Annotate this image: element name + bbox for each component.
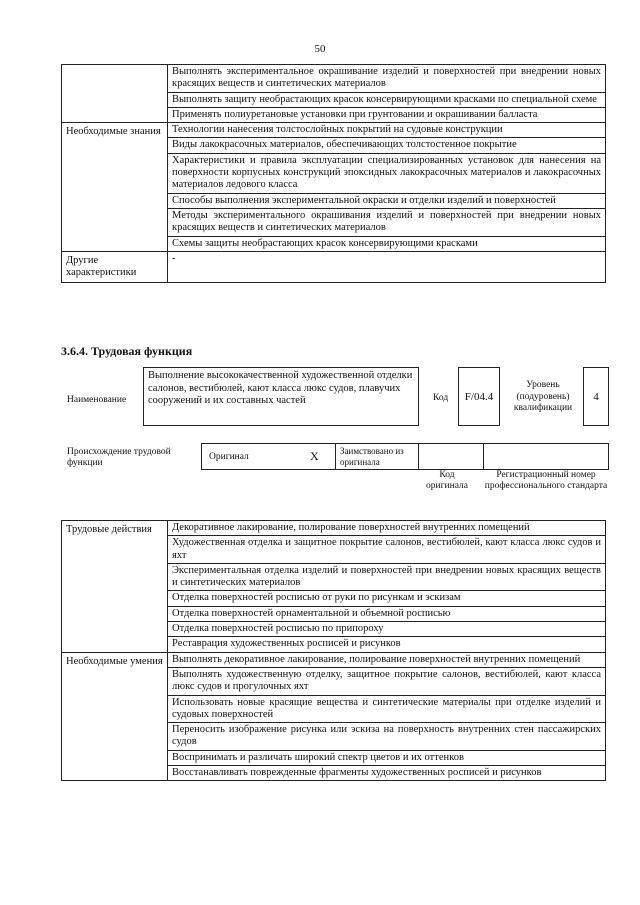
- other-characteristics-label: Другие характеристики: [62, 251, 168, 283]
- table-row: [62, 521, 606, 536]
- empty-label-cell: [62, 65, 168, 123]
- table-cell: Технологии нанесения толстослойных покрытий на судовые конструкции: [168, 123, 606, 138]
- name-value: Выполнение высококачественной художественной отделки салонов, вестибюлей, кают класса люкс судов, плавучих сооружений и их составных частей: [143, 367, 419, 426]
- table-cell: Выполнять декоративное лакирование, полирование поверхностей внутренних помещений: [168, 652, 606, 667]
- code-original-caption: Код оригинала: [426, 470, 468, 491]
- original-mark: X: [310, 449, 319, 463]
- table-cell: Характеристики и правила эксплуатации специализированных установок для нанесения на поверхности корпусных конструкций эпоксидных лакокрасочных материалов и лакокрасочных материалов ледового класса: [168, 153, 606, 193]
- table-row: [62, 652, 606, 667]
- knowledge-table: [61, 64, 606, 283]
- table-cell: Способы выполнения экспериментальной окраски и отделки изделий и поверхностей: [168, 193, 606, 208]
- table-cell: Отделка поверхностей росписью от руки по рисункам и эскизам: [168, 591, 606, 606]
- table-cell: Декоративное лакирование, полирование поверхностей внутренних помещений: [168, 521, 606, 536]
- section-title: 3.6.4. Трудовая функция: [61, 344, 193, 358]
- table-cell: Выполнять защиту необрастающих красок консервирующими красками по специальной схеме: [168, 92, 606, 107]
- actions-label: Трудовые действия: [62, 521, 168, 653]
- table-cell: Отделка поверхностей орнаментальной и объемной росписью: [168, 606, 606, 621]
- table-row: [62, 251, 606, 283]
- table-cell: Отделка поверхностей росписью по припороху: [168, 622, 606, 637]
- level-value: 4: [583, 367, 609, 426]
- table-cell: Схемы защиты необрастающих красок консервирующими красками: [168, 236, 606, 251]
- level-label: Уровень (подуровень) квалификации: [513, 380, 573, 413]
- reg-number-box: [483, 443, 609, 470]
- table-cell: Восстанавливать поврежденные фрагменты художественных росписей и рисунков: [168, 766, 606, 781]
- table-cell: Переносить изображение рисунка или эскиза на поверхность внутренних стен пассажирских судов: [168, 723, 606, 751]
- table-cell: Художественная отделка и защитное покрытие салонов, вестибюлей, кают класса люкс судов и яхт: [168, 536, 606, 564]
- table-cell: Методы экспериментального окрашивания изделий и поверхностей при внедрении новых красящих веществ и синтетических материалов: [168, 208, 606, 236]
- table-cell: Экспериментальная отделка изделий и поверхностей при внедрении новых красящих веществ и синтетических материалов: [168, 563, 606, 591]
- original-label: Оригинал: [209, 452, 249, 462]
- original-box: [201, 443, 336, 470]
- code-label: Код: [433, 393, 449, 403]
- table-cell: Выполнять экспериментальное окрашивание изделий и поверхностей при внедрении новых красящих веществ и синтетических материалов: [168, 65, 606, 93]
- actions-skills-table: [61, 520, 606, 781]
- origin-label: Происхождение трудовой функции: [67, 447, 171, 468]
- table-cell: -: [168, 251, 606, 283]
- table-cell: Использовать новые красящие вещества и синтетические материалы при отделке изделий и судовых поверхностей: [168, 695, 606, 723]
- table-cell: Реставрация художественных росписей и рисунков: [168, 637, 606, 652]
- page-number: 50: [314, 43, 326, 55]
- table-cell: Выполнять художественную отделку, защитное покрытие салонов, вестибюлей, кают класса люкс судов и прогулочных яхт: [168, 667, 606, 695]
- table-cell: Применять полиуретановые установки при грунтовании и окрашивании балласта: [168, 107, 606, 122]
- table-cell: Виды лакокрасочных материалов, обеспечивающих толстостенное покрытие: [168, 138, 606, 153]
- code-original-box: [418, 443, 484, 470]
- table-row: [62, 123, 606, 138]
- table-row: [62, 65, 606, 93]
- code-value: F/04.4: [458, 367, 500, 426]
- knowledge-label: Необходимые знания: [62, 123, 168, 252]
- name-label: Наименование: [67, 395, 127, 405]
- borrowed-label: Заимствовано из оригинала: [335, 443, 419, 470]
- table-cell: Воспринимать и различать широкий спектр цветов и их оттенков: [168, 750, 606, 765]
- skills-label: Необходимые умения: [62, 652, 168, 781]
- reg-number-caption: Регистрационный номер профессионального стандарта: [484, 470, 608, 491]
